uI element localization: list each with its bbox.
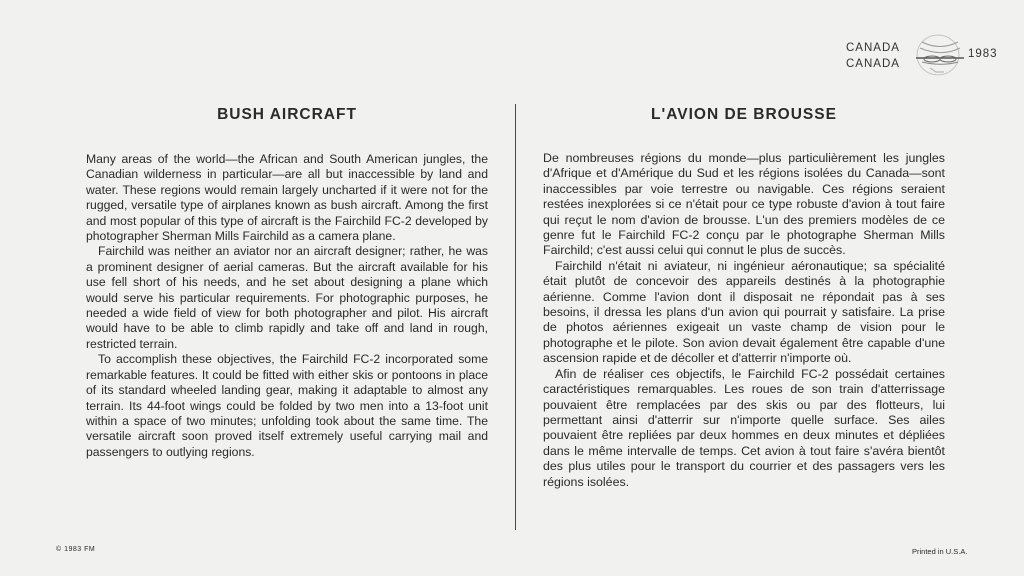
canada-emblem (846, 30, 1006, 80)
french-paragraph-1: De nombreuses régions du monde—plus particulièrement les jungles d'Afrique et d'Amérique du Sud et les régions isolées du Canada—sont inaccessibles par voie terrestre ou navigable. Ces régions seraient restées inexplorées si ce n'était pour ce type robuste d'avion à tout faire qui reçut le nom d'avion de brousse. L'un des premiers modèles de ce genre fut le Fairchild FC-2 conçu par le photographe Sherman Mills Fairchild; c'est aussi celui qui connut le plus de succès. (543, 151, 945, 258)
english-column (86, 104, 488, 460)
country-label-en: CANADA (846, 42, 900, 54)
french-heading: L'AVION DE BROUSSE (651, 106, 837, 123)
english-body (86, 152, 488, 460)
english-paragraph-1: Many areas of the world—the African and South American jungles, the Canadian wilderness in particular—are all but inaccessible by land and water. These regions would remain largely uncharted if it were not for the rugged, versatile type of airplanes known as bush aircraft. Among the first and most popular of this type of aircraft is the Fairchild FC-2 developed by photographer Sherman Mills Fairchild as a camera plane. (86, 152, 488, 244)
french-paragraph-3: Afin de réaliser ces objectifs, le Fairchild FC-2 possédait certaines caractéristiques remarquables. Les roues de son train d'atterrissage pouvaient être remplacées par des skis ou par des flotteurs, lui permettant ainsi d'atterrir sur n'importe quelle surface. Ses ailes pouvaient être repliées par deux hommes en deux minutes et dépliées dans le même intervalle de temps. Cet avion à tout faire s'avéra bientôt des plus utiles pour le transport du courrier et des passagers vers les régions isolées. (543, 366, 945, 489)
country-label-fr: CANADA (846, 58, 900, 70)
english-heading: BUSH AIRCRAFT (217, 106, 357, 123)
column-divider (515, 104, 516, 530)
french-body (543, 151, 945, 490)
english-paragraph-2: Fairchild was neither an aviator nor an aircraft designer; rather, he was a prominent designer of aerial cameras. But the aircraft available for his use fell short of his needs, and he set about designing a plane which would serve his particular requirements. For photographic purposes, he needed a wide field of view for both photographer and pilot. His aircraft would have to be able to climb rapidly and take off and land in rough, restricted terrain. (86, 244, 488, 351)
bush-plane-icon (908, 32, 966, 78)
french-column (543, 104, 945, 490)
issue-year: 1983 (968, 48, 998, 60)
french-paragraph-2: Fairchild n'était ni aviateur, ni ingénieur aéronautique; sa spécialité était plutôt de concevoir des appareils destinés à la photographie aérienne. Comme l'avion dont il disposait ne répondait pas à ses besoins, il dressa les plans d'un avion qui pourrait y satisfaire. La prise de photos aériennes exigeait un vaste champ de vision pour le photographe et le pilote. Son avion devait également être capable d'une ascension rapide et de décoller et d'atterrir n'importe où. (543, 258, 945, 366)
printed-notice: Printed in U.S.A. (912, 547, 968, 556)
english-paragraph-3: To accomplish these objectives, the Fairchild FC-2 incorporated some remarkable features. It could be fitted with either skis or pontoons in place of its standard wheeled landing gear, making it adaptable to almost any terrain. Its 44-foot wings could be folded by two men into a 13-foot unit within a space of two minutes; unfolding took about the same time. The versatile aircraft soon proved itself extremely useful carrying mail and passengers to outlying regions. (86, 352, 488, 459)
copyright-notice: © 1983 FM (56, 546, 96, 553)
